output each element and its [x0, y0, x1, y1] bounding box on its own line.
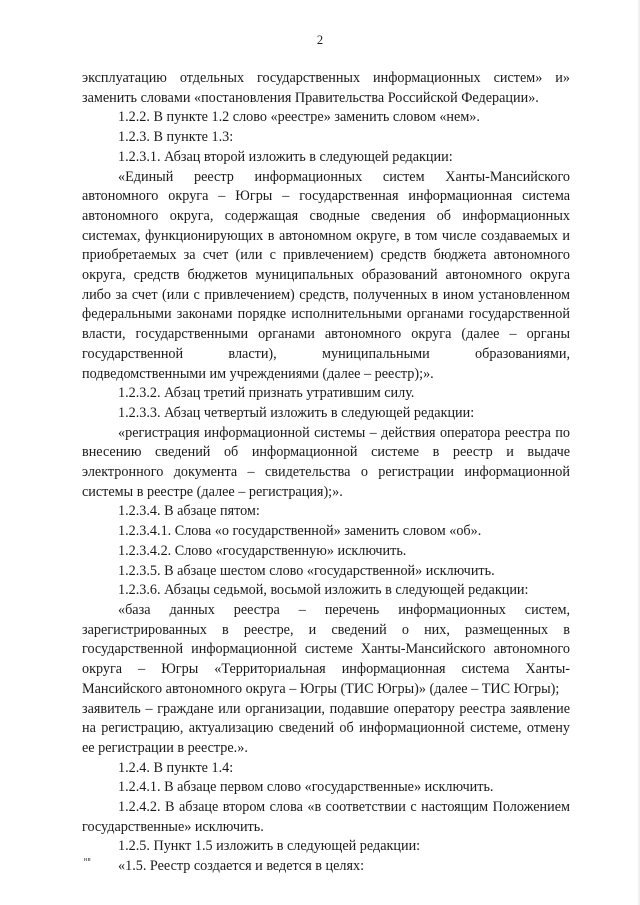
paragraph: 1.2.3.6. Абзацы седьмой, восьмой изложить в следующей редакции: — [118, 582, 529, 599]
paragraph: «регистрация информационной системы – действия оператора реестра по внесению сведений об информационной системе в реестр и выдаче электронного документа – свидетельства о регистрации информационной системы в реестре (далее – регистрация);». — [82, 424, 570, 500]
paragraph: 1.2.3.2. Абзац третий признать утратившим силу. — [118, 385, 415, 402]
paragraph: «база данных реестра – перечень информационных систем, зарегистрированных в реестре, и сведений о них, размещенных в государственной информационной системе Ханты-Мансийского автономного округа – Югры «Территориальная информационная система Ханты-Мансийского автономного округа – Югры (ТИС Югры)» (далее – ТИС Югры); — [82, 601, 570, 697]
paragraph: 1.2.3.5. В абзаце шестом слово «государственной» исключить. — [118, 562, 495, 579]
paragraph: 1.2.3.4.1. Слова «о государственной» заменить словом «об». — [118, 523, 482, 540]
paragraph: 1.2.4. В пункте 1.4: — [118, 759, 234, 776]
paragraph: «Единый реестр информационных систем Ханты-Мансийского автономного округа – Югры – государственная информационная система автономного округа, содержащая сводные сведения об информационных системах, функционирующих в автономном округе, в том числе создаваемых и приобретаемых за счет (или с привлечением) средств бюджета автономного округа, средств бюджетов муниципальных образований автономного округа либо за счет (или с привлечением) средств, полученных в ином установленном федеральными законами порядке исполнительными органами государственной власти, государственными органами автономного округа (далее – органы государственной власти), муниципальными образованиями, подведомственными им учреждениями (далее – реестр);». — [82, 168, 570, 382]
paragraph: заявитель – граждане или организации, подавшие оператору реестра заявление на регистрацию, актуализацию сведений об информационной системе, отмену ее регистрации в реестре.». — [82, 700, 570, 756]
paragraph: 1.2.3.4. В абзаце пятом: — [118, 503, 260, 520]
paragraph: 1.2.4.2. В абзаце втором слова «в соответствии с настоящим Положением государственные» исключить. — [82, 799, 570, 835]
paragraph: эксплуатацию отдельных государственных информационных систем» и» заменить словами «постановления Правительства Российской Федерации». — [82, 70, 570, 106]
paragraph: 1.2.3.1. Абзац второй изложить в следующей редакции: — [118, 148, 453, 165]
paragraph: 1.2.3.3. Абзац четвертый изложить в следующей редакции: — [118, 404, 475, 421]
paragraph: «1.5. Реестр создается и ведется в целях: — [118, 858, 365, 875]
paragraph: 1.2.4.1. В абзаце первом слово «государственные» исключить. — [118, 779, 494, 796]
paragraph: 1.2.5. Пункт 1.5 изложить в следующей редакции: — [118, 838, 421, 855]
document-body — [82, 69, 570, 877]
paragraph: 1.2.2. В пункте 1.2 слово «реестре» заменить словом «нем». — [118, 109, 480, 126]
page-number: 2 — [316, 33, 324, 47]
paragraph: 1.2.3. В пункте 1.3: — [118, 129, 234, 146]
footer-mark: нв — [84, 857, 92, 863]
paragraph: 1.2.3.4.2. Слово «государственную» исключить. — [118, 542, 407, 559]
